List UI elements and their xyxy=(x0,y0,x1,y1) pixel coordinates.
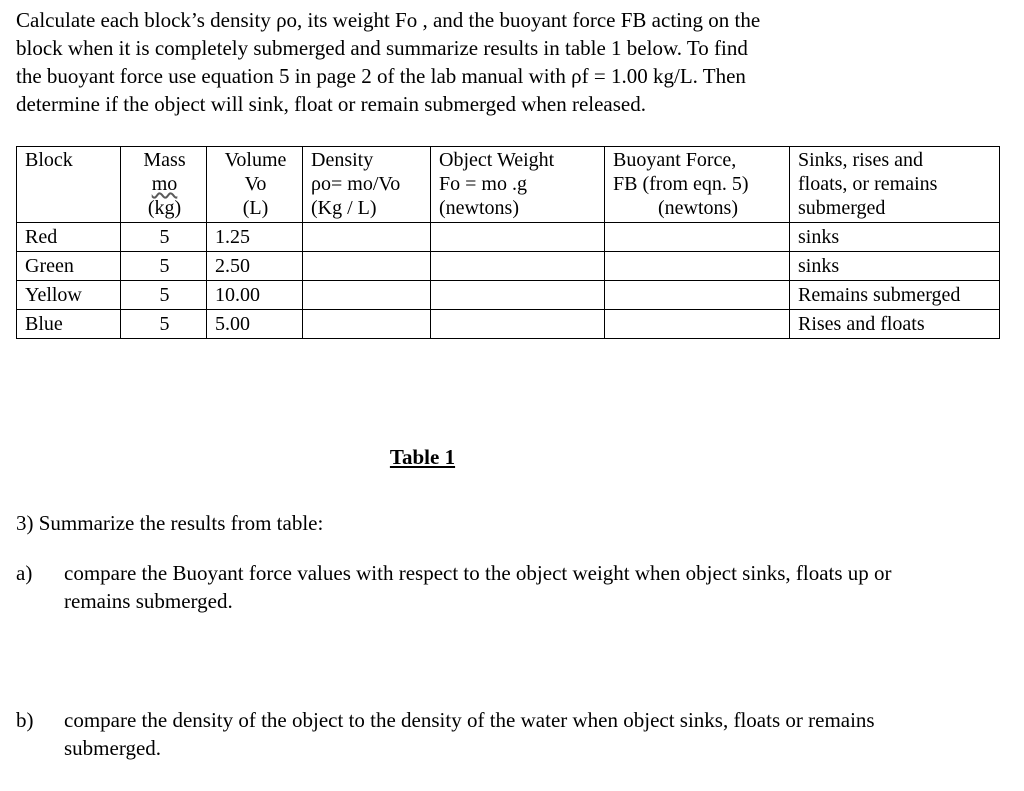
instructions xyxy=(16,6,1006,118)
header-result-line-3: submerged xyxy=(798,197,886,219)
header-result xyxy=(790,147,1000,223)
cell-density[interactable] xyxy=(303,252,431,281)
cell-block: Red xyxy=(17,223,121,252)
results-table xyxy=(16,146,1000,339)
cell-result: Rises and floats xyxy=(790,310,1000,339)
table-row xyxy=(17,281,1000,310)
table-header-row xyxy=(17,147,1000,223)
cell-weight[interactable] xyxy=(431,281,605,310)
question-b xyxy=(16,706,916,760)
table-row xyxy=(17,252,1000,281)
question-a xyxy=(16,559,916,613)
header-weight-unit: (newtons) xyxy=(439,197,519,219)
cell-buoyant[interactable] xyxy=(605,252,790,281)
header-density-title: Density xyxy=(311,149,374,171)
header-volume-unit: (L) xyxy=(242,197,269,219)
cell-weight[interactable] xyxy=(431,252,605,281)
cell-density[interactable] xyxy=(303,310,431,339)
instructions-line-4: determine if the object will sink, float or remain submerged when released. xyxy=(16,92,646,116)
cell-buoyant[interactable] xyxy=(605,281,790,310)
cell-result: sinks xyxy=(790,252,1000,281)
question-a-label: a) xyxy=(16,561,33,585)
header-weight xyxy=(431,147,605,223)
header-weight-title: Object Weight xyxy=(439,149,555,171)
header-result-line-2: floats, or remains xyxy=(798,173,938,195)
question-3: 3) Summarize the results from table: xyxy=(16,511,324,535)
header-buoyant xyxy=(605,147,790,223)
header-volume-symbol: Vo xyxy=(244,173,267,195)
cell-weight[interactable] xyxy=(431,223,605,252)
instructions-line-2: block when it is completely submerged and summarize results in table 1 below. To find xyxy=(16,36,748,60)
header-mass-unit: (kg) xyxy=(147,197,182,219)
cell-buoyant[interactable] xyxy=(605,310,790,339)
header-buoyant-unit: (newtons) xyxy=(658,197,738,219)
header-result-line-1: Sinks, rises and xyxy=(798,149,923,171)
cell-block: Blue xyxy=(17,310,121,339)
cell-block: Green xyxy=(17,252,121,281)
cell-volume: 2.50 xyxy=(207,252,303,281)
header-density-formula: ρo= mo/Vo xyxy=(311,173,401,195)
cell-volume: 5.00 xyxy=(207,310,303,339)
header-block: Block xyxy=(17,147,121,223)
header-density xyxy=(303,147,431,223)
cell-volume: 1.25 xyxy=(207,223,303,252)
header-mass xyxy=(121,147,207,223)
header-volume xyxy=(207,147,303,223)
header-weight-formula: Fo = mo .g xyxy=(439,173,527,195)
header-density-unit: (Kg / L) xyxy=(311,197,377,219)
header-buoyant-title: Buoyant Force, xyxy=(613,149,737,171)
cell-result: Remains submerged xyxy=(790,281,1000,310)
instructions-line-1: Calculate each block’s density ρo, its weight Fo , and the buoyant force FB acting on the xyxy=(16,8,761,32)
header-buoyant-formula: FB (from eqn. 5) xyxy=(613,173,749,195)
table-row xyxy=(17,310,1000,339)
cell-buoyant[interactable] xyxy=(605,223,790,252)
header-volume-title: Volume xyxy=(224,149,287,171)
instructions-line-3: the buoyant force use equation 5 in page 2 of the lab manual with ρf = 1.00 kg/L. Then xyxy=(16,64,746,88)
table-caption: Table 1 xyxy=(389,445,456,469)
question-b-text: compare the density of the object to the density of the water when object sinks, floats or remains submerged. xyxy=(64,708,875,760)
cell-volume: 10.00 xyxy=(207,281,303,310)
cell-weight[interactable] xyxy=(431,310,605,339)
question-a-text: compare the Buoyant force values with respect to the object weight when object sinks, floats up or remains submerged. xyxy=(64,561,892,613)
cell-mass: 5 xyxy=(121,281,207,310)
cell-mass: 5 xyxy=(121,223,207,252)
header-mass-symbol: mo xyxy=(151,173,178,195)
cell-mass: 5 xyxy=(121,252,207,281)
cell-density[interactable] xyxy=(303,223,431,252)
cell-block: Yellow xyxy=(17,281,121,310)
cell-density[interactable] xyxy=(303,281,431,310)
cell-mass: 5 xyxy=(121,310,207,339)
table-row xyxy=(17,223,1000,252)
question-b-label: b) xyxy=(16,708,34,732)
header-mass-title: Mass xyxy=(143,149,186,171)
cell-result: sinks xyxy=(790,223,1000,252)
